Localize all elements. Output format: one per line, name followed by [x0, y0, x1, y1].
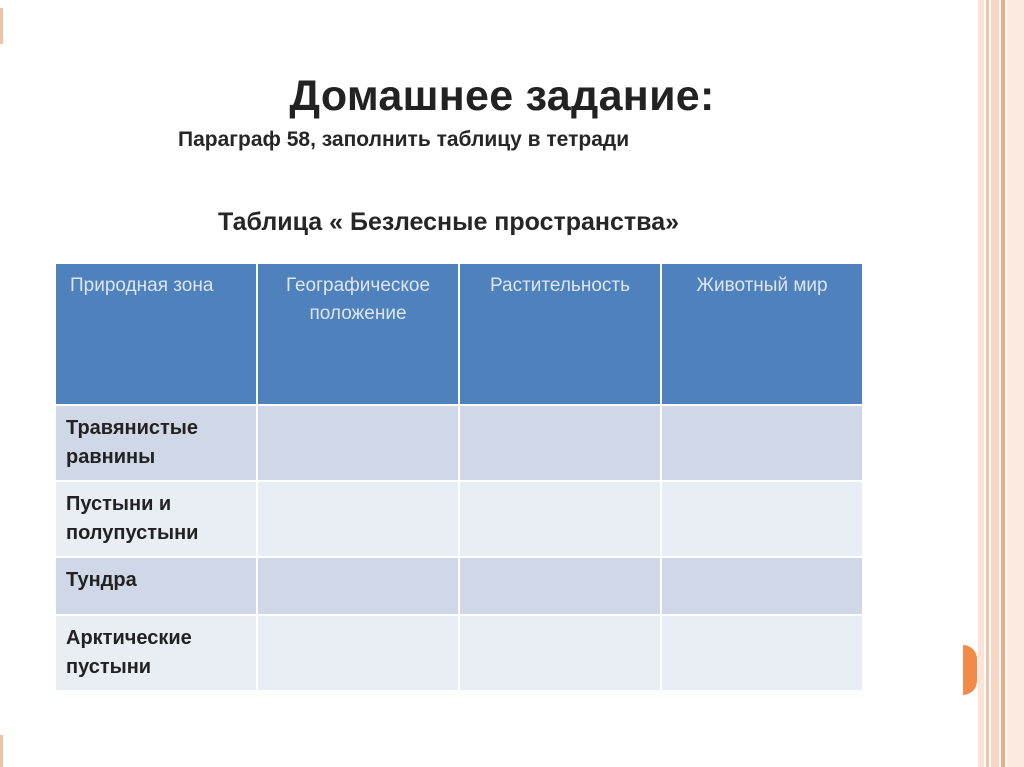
location-cell — [257, 557, 459, 615]
slide-subtitle: Параграф 58, заполнить таблицу в тетради — [178, 128, 630, 151]
vegetation-cell — [459, 481, 661, 557]
vegetation-cell — [459, 405, 661, 481]
location-cell — [257, 405, 459, 481]
table-row — [56, 481, 862, 557]
location-cell — [257, 481, 459, 557]
left-decor-bottom — [0, 735, 3, 767]
location-cell — [257, 615, 459, 691]
fauna-cell — [661, 481, 862, 557]
zone-cell: Арктические пустыни — [56, 615, 257, 691]
table-row — [56, 405, 862, 481]
table-header-row — [56, 264, 862, 405]
table-caption: Таблица « Безлесные пространства» — [218, 208, 680, 236]
fauna-cell — [661, 405, 862, 481]
header-vegetation: Растительность — [459, 264, 661, 405]
fauna-cell — [661, 557, 862, 615]
zone-cell: Тундра — [56, 557, 257, 615]
slide-title: Домашнее задание: — [289, 72, 715, 120]
vegetation-cell — [459, 615, 661, 691]
header-natural-zone: Природная зона — [56, 264, 257, 405]
left-decor-top — [0, 8, 3, 44]
orange-half-circle-decor — [963, 645, 977, 695]
header-geographic-location: Географическое положение — [257, 264, 459, 405]
barren-spaces-table — [56, 264, 862, 692]
vegetation-cell — [459, 557, 661, 615]
header-fauna: Животный мир — [661, 264, 862, 405]
table-row — [56, 557, 862, 615]
fauna-cell — [661, 615, 862, 691]
decor-stripe — [1007, 0, 1024, 767]
zone-cell: Пустыни и полупустыни — [56, 481, 257, 557]
zone-cell: Травянистые равнины — [56, 405, 257, 481]
table-row — [56, 615, 862, 691]
